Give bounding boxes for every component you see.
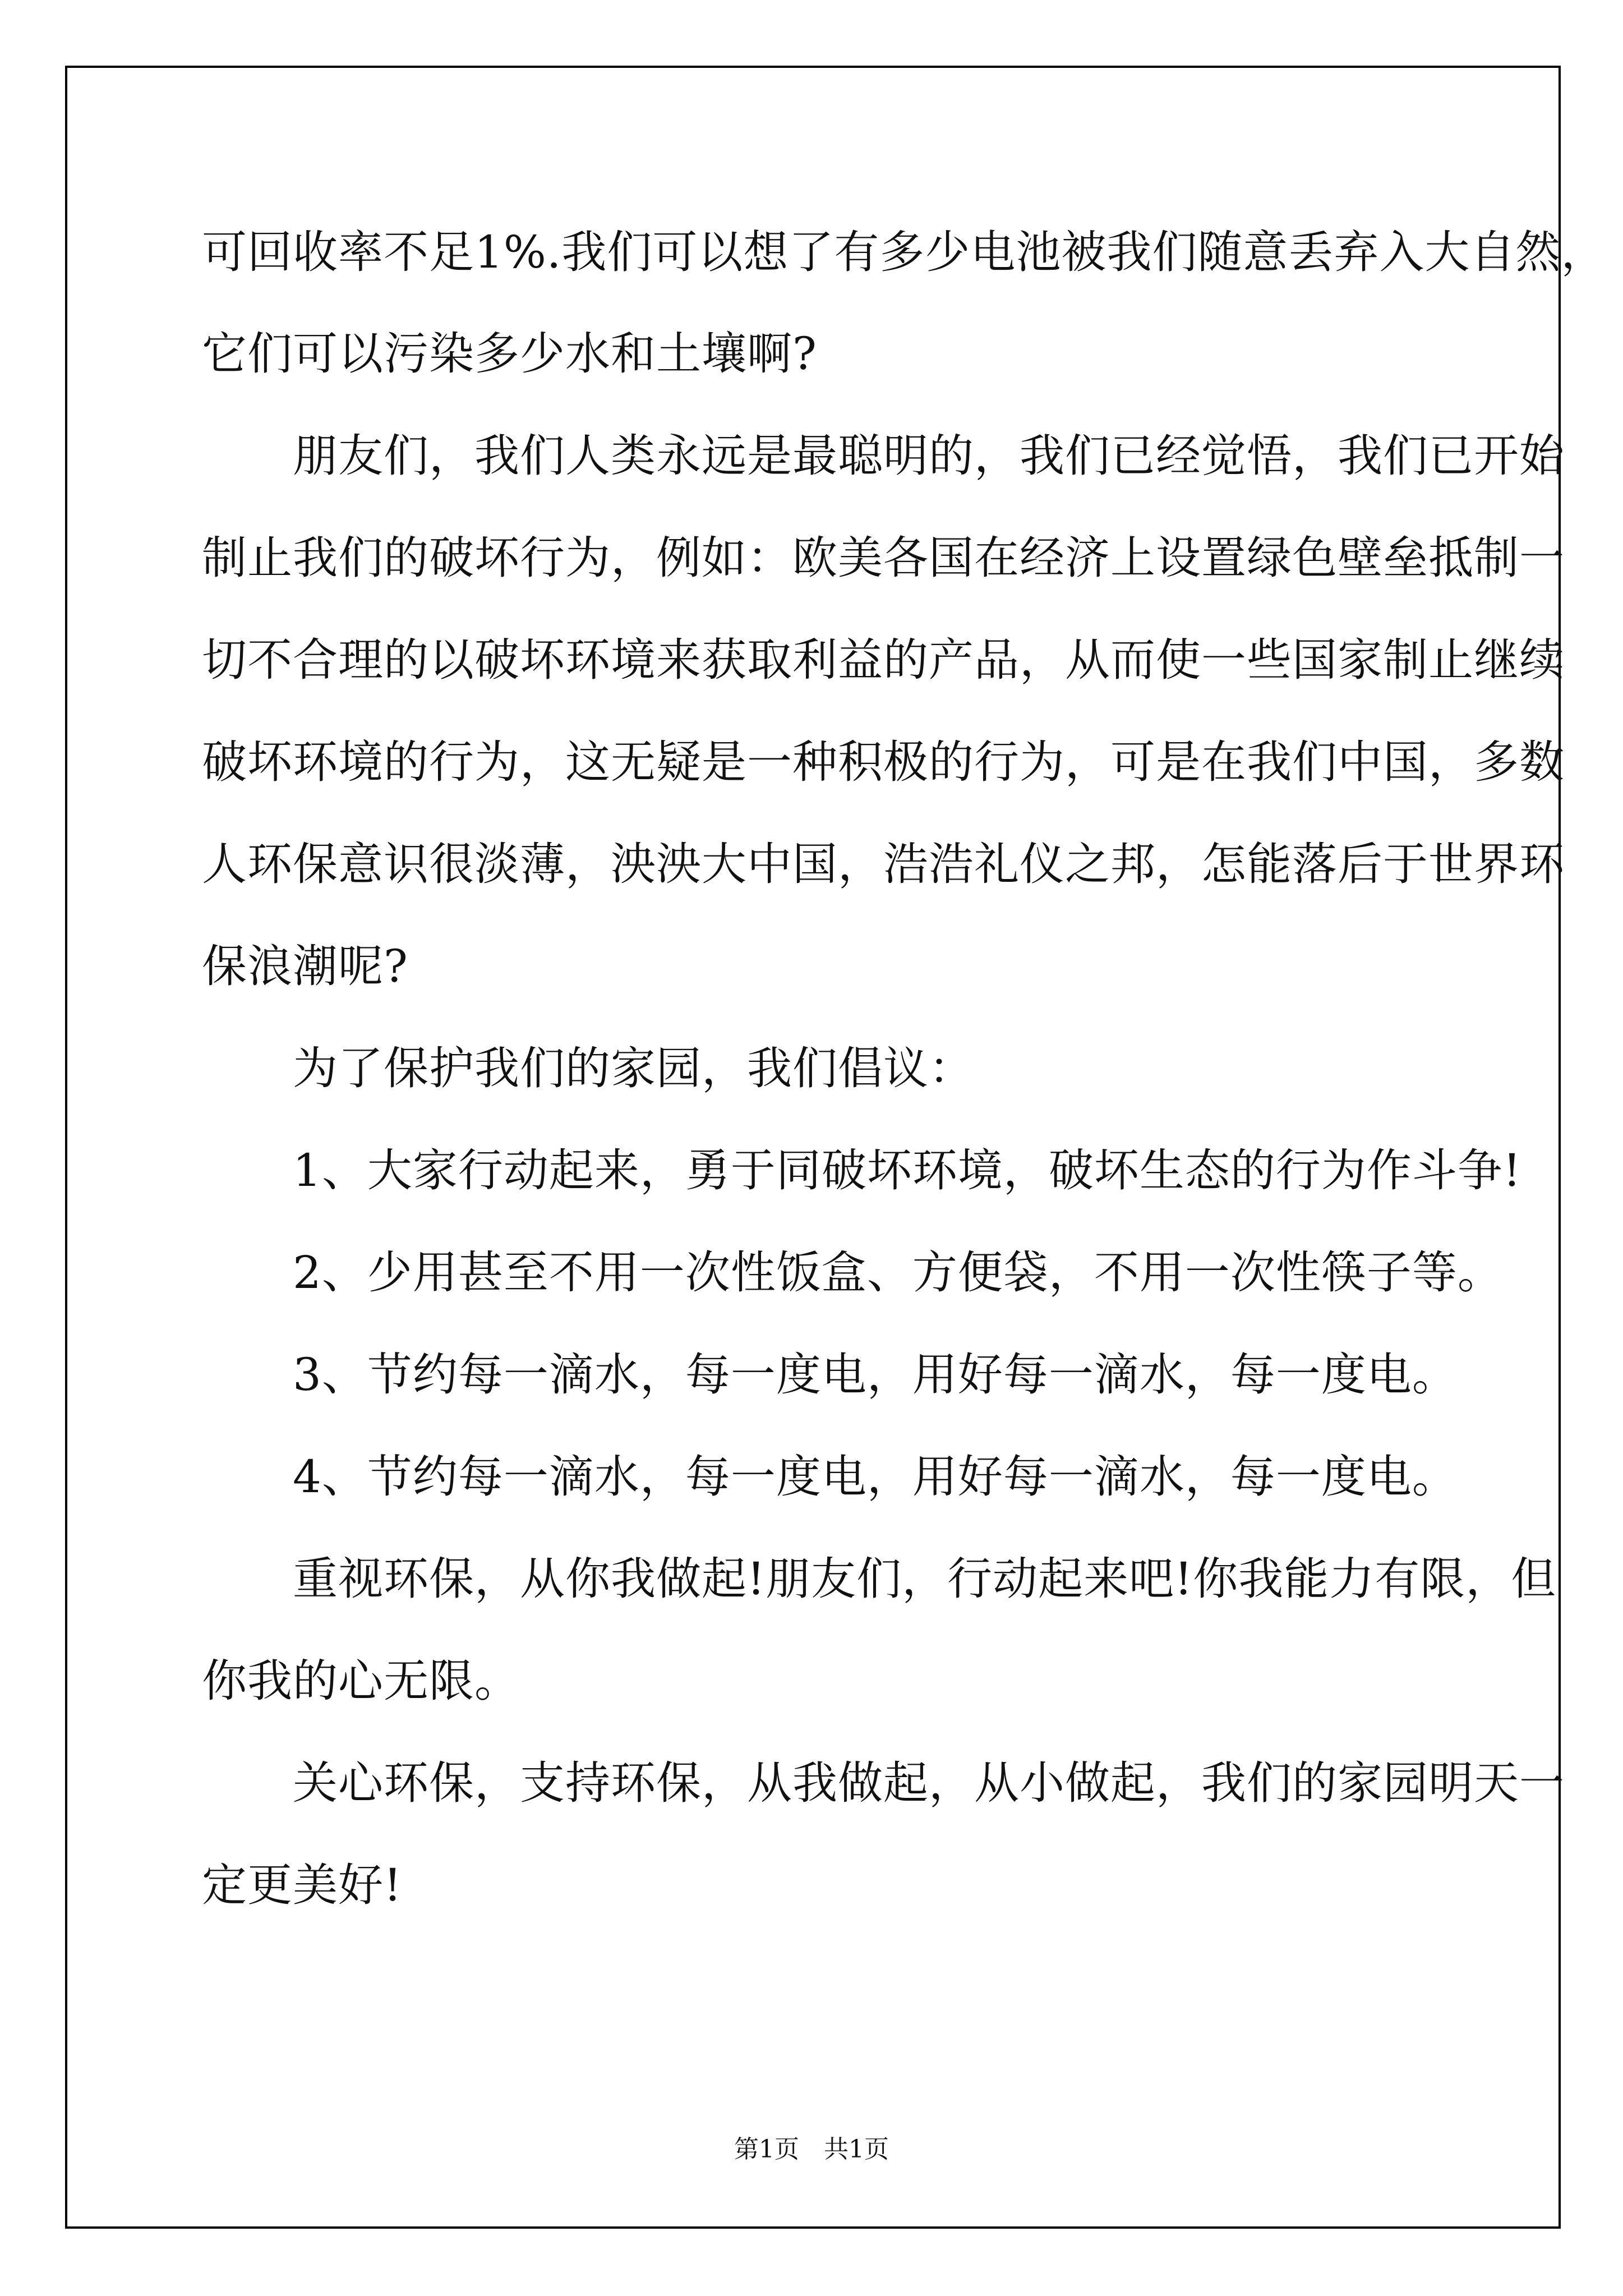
text-line: 4、节约每一滴水，每一度电，用好每一滴水，每一度电。 — [202, 1451, 1458, 1503]
text-line: 3、节约每一滴水，每一度电，用好每一滴水，每一度电。 — [202, 1349, 1458, 1401]
text-line: 为了保护我们的家园，我们倡议： — [202, 1042, 974, 1094]
text-line: 定更美好! — [202, 1859, 403, 1911]
text-line: 重视环保，从你我做起!朋友们，行动起来吧!你我能力有限，但 — [202, 1553, 1557, 1605]
text-line: 朋友们，我们人类永远是最聪明的，我们已经觉悟，我们已开始 — [202, 430, 1565, 482]
text-line: 制止我们的破坏行为，例如：欧美各国在经济上设置绿色壁垒抵制一 — [202, 532, 1565, 584]
text-line: 你我的心无限。 — [202, 1655, 520, 1707]
text-line: 它们可以污染多少水和土壤啊? — [202, 328, 817, 380]
text-line: 保浪潮呢? — [202, 940, 408, 992]
text-line: 破坏环境的行为，这无疑是一种积极的行为，可是在我们中国，多数 — [202, 736, 1565, 788]
text-line: 2、少用甚至不用一次性饭盒、方便袋，不用一次性筷子等。 — [202, 1246, 1503, 1299]
text-line: 可回收率不足1%.我们可以想了有多少电池被我们随意丢弃入大自然， — [202, 226, 1607, 278]
text-line: 关心环保，支持环保，从我做起，从小做起，我们的家园明天一 — [202, 1757, 1565, 1809]
text-line: 人环保意识很淡薄，泱泱大中国，浩浩礼仪之邦，怎能落后于世界环 — [202, 838, 1565, 890]
text-line: 切不合理的以破坏环境来获取利益的产品，从而使一些国家制止继续 — [202, 634, 1565, 686]
text-line: 1、大家行动起来，勇于同破坏环境，破坏生态的行为作斗争! — [202, 1144, 1522, 1197]
page-number: 第1页 共1页 — [734, 2135, 889, 2164]
